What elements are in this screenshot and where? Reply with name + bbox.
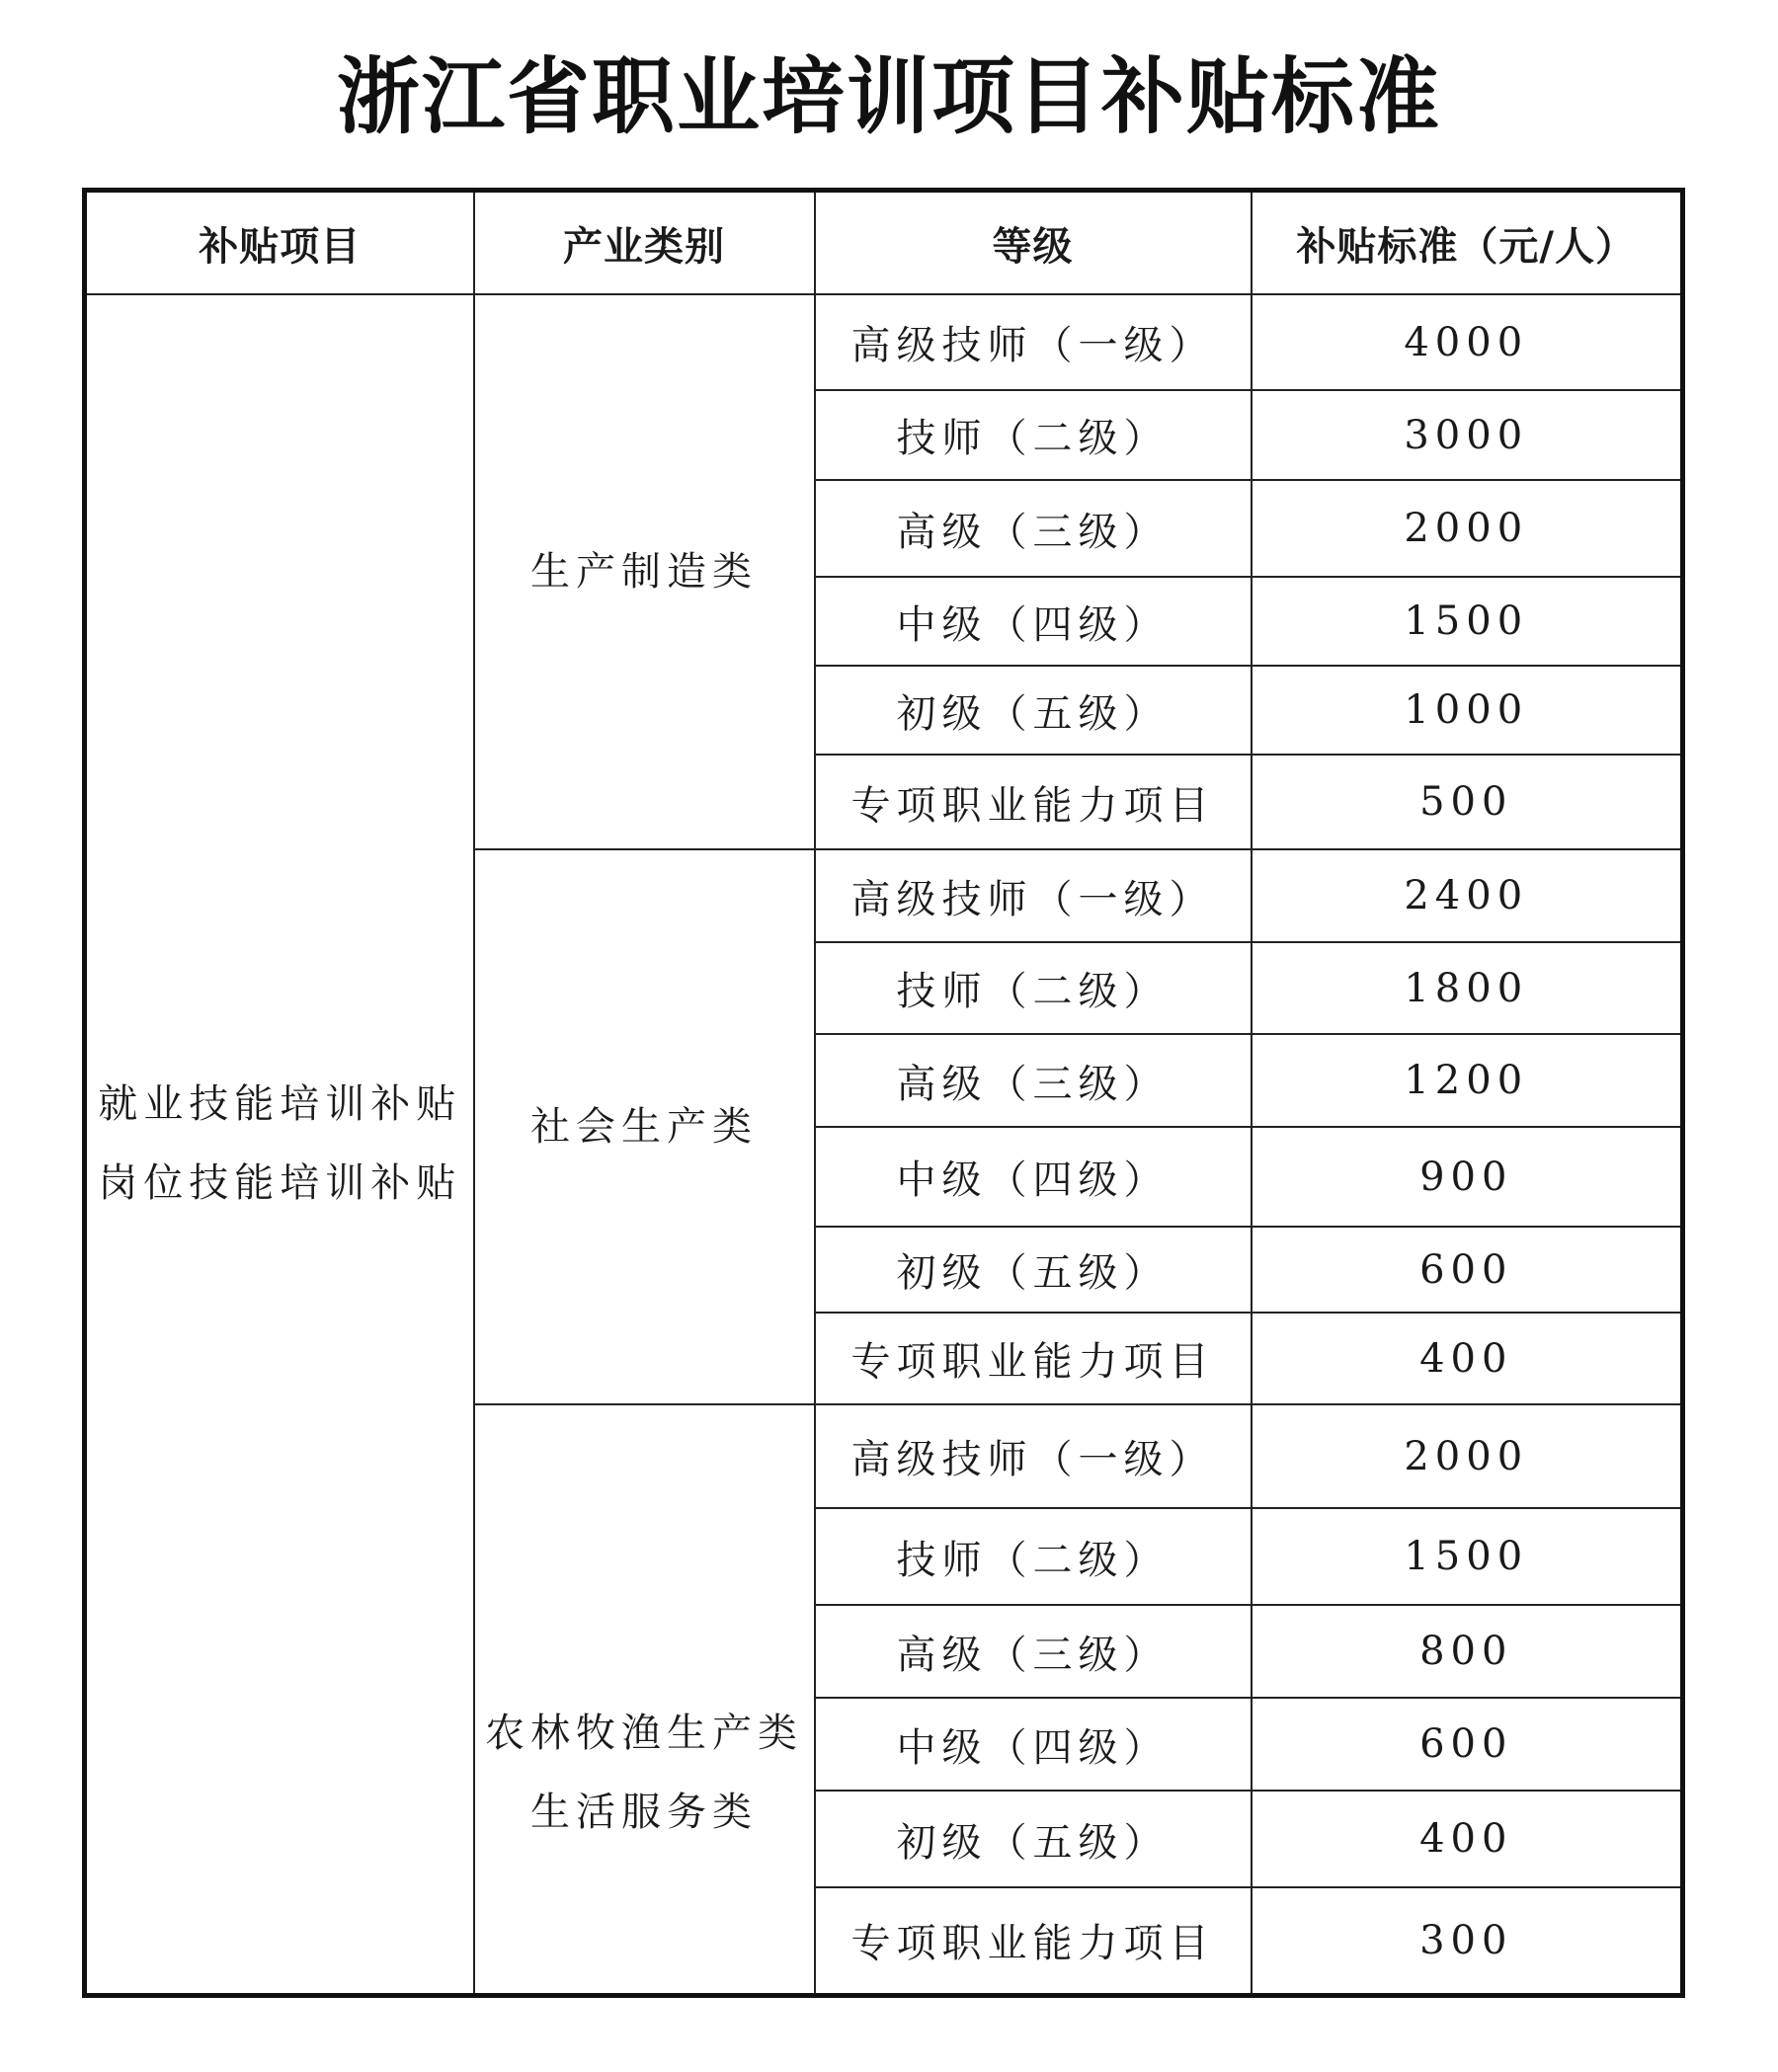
amount-cell: 600 [1252,1227,1683,1313]
industry-line: 生产制造类 [530,549,758,595]
level-cell: 初级（五级） [815,1791,1252,1887]
amount-cell: 400 [1252,1313,1683,1404]
amount-cell: 500 [1252,755,1683,849]
level-cell: 技师（二级） [815,390,1252,480]
amount-cell: 400 [1252,1791,1683,1887]
amount-cell: 4000 [1252,294,1683,390]
table-row [85,294,1683,390]
subsidy-table [82,188,1685,1998]
amount-cell: 3000 [1252,390,1683,480]
level-cell: 中级（四级） [815,1698,1252,1791]
amount-cell: 600 [1252,1698,1683,1791]
header-subsidy-project: 补贴项目 [85,191,474,295]
level-cell: 专项职业能力项目 [815,1887,1252,1995]
level-cell: 高级（三级） [815,480,1252,577]
amount-cell: 1500 [1252,1508,1683,1605]
level-cell: 专项职业能力项目 [815,1313,1252,1404]
amount-cell: 2000 [1252,480,1683,577]
subsidy-project-line: 岗位技能培训补贴 [98,1160,462,1207]
level-cell: 技师（二级） [815,942,1252,1034]
subsidy-project-line: 就业技能培训补贴 [98,1081,462,1128]
table-header-row [85,191,1683,295]
level-cell: 高级技师（一级） [815,849,1252,942]
level-cell: 高级技师（一级） [815,294,1252,390]
amount-cell: 1000 [1252,666,1683,755]
header-level: 等级 [815,191,1252,295]
level-cell: 初级（五级） [815,1227,1252,1313]
level-cell: 高级（三级） [815,1034,1252,1127]
page-title: 浙江省职业培训项目补贴标准 [336,47,1441,145]
industry-cell [474,294,815,849]
industry-cell [474,1404,815,1995]
amount-cell: 2400 [1252,849,1683,942]
header-subsidy-amount: 补贴标准（元/人） [1252,191,1683,295]
level-cell: 高级技师（一级） [815,1404,1252,1508]
amount-cell: 900 [1252,1127,1683,1227]
level-cell: 专项职业能力项目 [815,755,1252,849]
level-cell: 高级（三级） [815,1605,1252,1698]
level-cell: 初级（五级） [815,666,1252,755]
amount-cell: 1800 [1252,942,1683,1034]
amount-cell: 300 [1252,1887,1683,1995]
amount-cell: 1500 [1252,577,1683,666]
amount-cell: 2000 [1252,1404,1683,1508]
subsidy-project-cell [85,294,474,1995]
header-industry-category: 产业类别 [474,191,815,295]
industry-line: 农林牧渔生产类 [485,1711,803,1757]
level-cell: 中级（四级） [815,577,1252,666]
industry-cell [474,849,815,1404]
industry-line: 社会生产类 [530,1104,758,1150]
level-cell: 技师（二级） [815,1508,1252,1605]
industry-line: 生活服务类 [530,1790,758,1836]
amount-cell: 1200 [1252,1034,1683,1127]
amount-cell: 800 [1252,1605,1683,1698]
level-cell: 中级（四级） [815,1127,1252,1227]
